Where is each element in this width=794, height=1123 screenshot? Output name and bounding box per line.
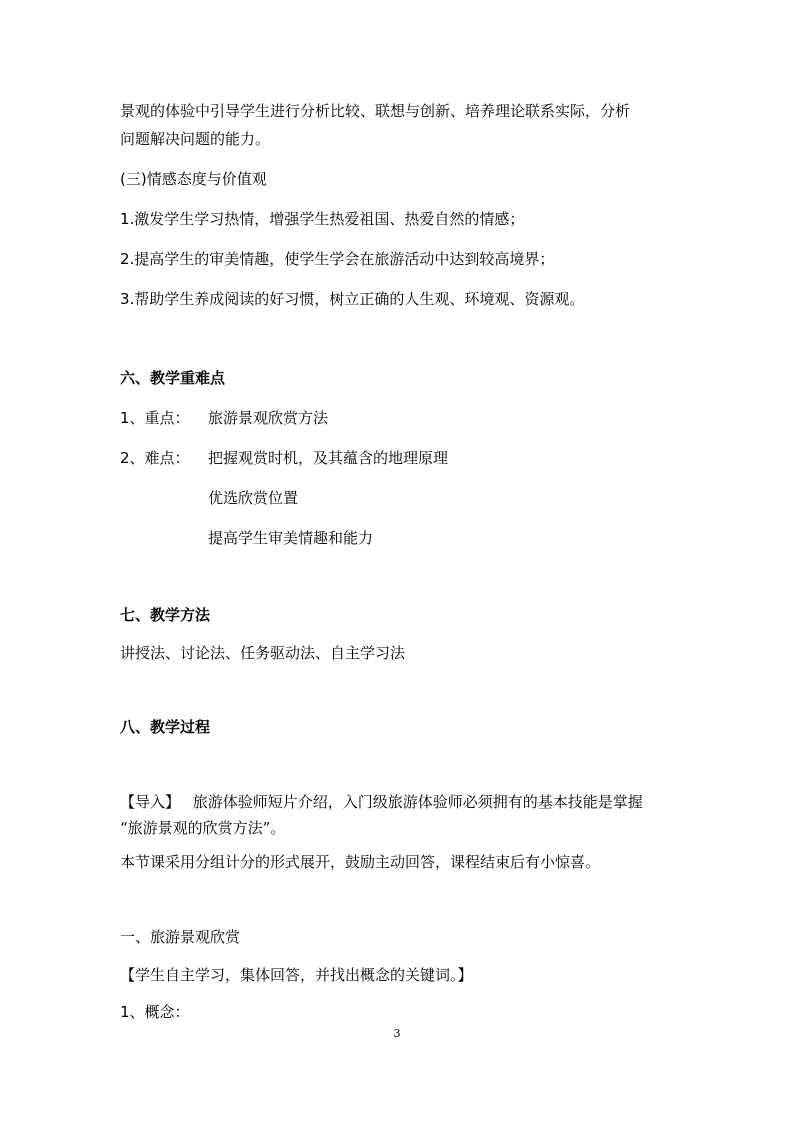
process-heading: 八、教学过程: [120, 718, 211, 736]
section3-item-2: 2.提高学生的审美情趣，使学生学会在旅游活动中达到较高境界；: [120, 250, 555, 268]
key-point-text-2b: 优选欣赏位置: [208, 489, 299, 507]
concept-label: 1、概念：: [120, 1003, 190, 1021]
intro-text: 旅游体验师短片介绍，入门级旅游体验师必须拥有的基本技能是掌握: [192, 793, 643, 811]
key-point-text-2c: 提高学生审美情趣和能力: [208, 529, 374, 547]
page-number: 3: [393, 1027, 401, 1040]
scoring-note: 本节课采用分组计分的形式展开，鼓励主动回答，课程结束后有小惊喜。: [120, 853, 601, 871]
key-point-label-1: 1、重点：: [120, 409, 190, 427]
intro-line-2: “旅游景观的欣赏方法”。: [120, 819, 286, 837]
intro-label: 【导入】: [120, 793, 181, 811]
objectives-tail-line-1: 景观的体验中引导学生进行分析比较、联想与创新、培养理论联系实际，分析: [120, 102, 631, 120]
methods-text: 讲授法、讨论法、任务驱动法、自主学习法: [120, 644, 406, 662]
section3-heading: (三)情感态度与价值观: [120, 170, 267, 188]
key-points-heading: 六、教学重难点: [120, 369, 226, 387]
section3-item-1: 1.激发学生学习热情，增强学生热爱祖国、热爱自然的情感；: [120, 210, 525, 228]
methods-heading: 七、教学方法: [120, 606, 211, 624]
intro-line: [120, 792, 643, 812]
appreciation-heading: 一、旅游景观欣赏: [120, 928, 241, 946]
key-point-item-2: [120, 448, 448, 468]
section3-item-3: 3.帮助学生养成阅读的好习惯，树立正确的人生观、环境观、资源观。: [120, 290, 585, 308]
key-point-text-1: 旅游景观欣赏方法: [208, 409, 329, 427]
key-point-item-1: [120, 408, 328, 428]
self-study-task: 【学生自主学习，集体回答，并找出概念的关键词。】: [120, 966, 473, 984]
objectives-tail-line-2: 问题解决问题的能力。: [120, 130, 271, 148]
key-point-label-2: 2、难点：: [120, 449, 190, 467]
key-point-text-2: 把握观赏时机，及其蕴含的地理原理: [208, 449, 449, 467]
